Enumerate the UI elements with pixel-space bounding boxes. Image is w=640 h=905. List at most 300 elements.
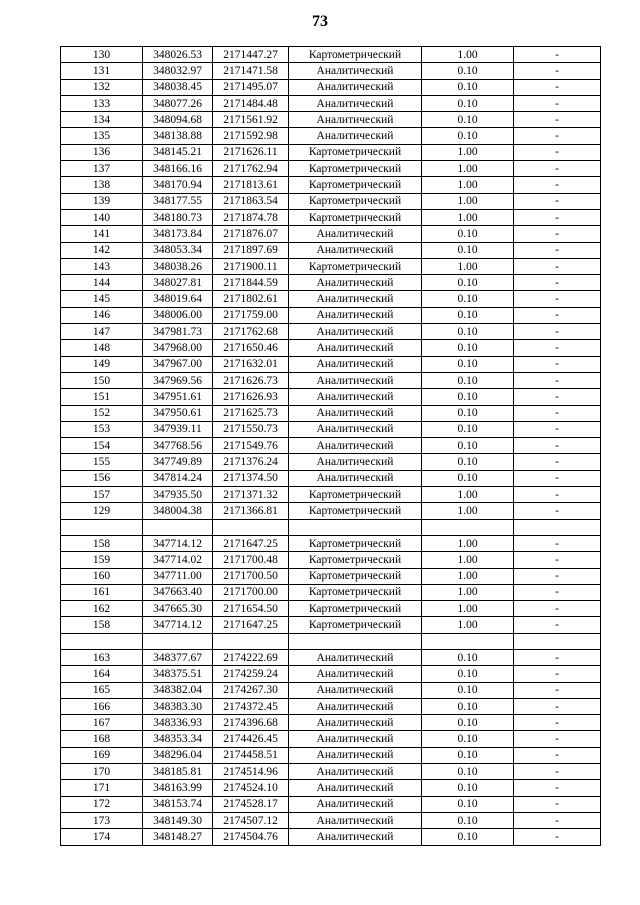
method-cell: Аналитический xyxy=(289,95,422,111)
point-number-cell: 156 xyxy=(61,470,143,486)
method-cell: Аналитический xyxy=(289,405,422,421)
table-row xyxy=(61,193,601,209)
table-row xyxy=(61,438,601,454)
note-cell: - xyxy=(514,226,601,242)
accuracy-cell: 0.10 xyxy=(422,356,514,372)
accuracy-cell: 0.10 xyxy=(422,128,514,144)
method-cell: Аналитический xyxy=(289,796,422,812)
accuracy-cell: 0.10 xyxy=(422,242,514,258)
note-cell: - xyxy=(514,389,601,405)
table-row xyxy=(61,487,601,503)
accuracy-cell: 1.00 xyxy=(422,487,514,503)
note-cell: - xyxy=(514,601,601,617)
x-coordinate-cell: 348032.97 xyxy=(143,63,213,79)
accuracy-cell: 0.10 xyxy=(422,324,514,340)
x-coordinate-cell: 348004.38 xyxy=(143,503,213,519)
y-coordinate-cell: 2171762.94 xyxy=(213,161,289,177)
y-coordinate-cell: 2171561.92 xyxy=(213,112,289,128)
table-row xyxy=(61,731,601,747)
table-row xyxy=(61,63,601,79)
point-number-cell: 136 xyxy=(61,144,143,160)
method-cell: Аналитический xyxy=(289,389,422,405)
y-coordinate-cell: 2171700.48 xyxy=(213,552,289,568)
y-coordinate-cell: 2171700.00 xyxy=(213,584,289,600)
y-coordinate-cell: 2171376.24 xyxy=(213,454,289,470)
x-coordinate-cell: 348038.45 xyxy=(143,79,213,95)
point-number-cell: 132 xyxy=(61,79,143,95)
table-row xyxy=(61,796,601,812)
page-number: 73 xyxy=(312,13,328,30)
note-cell: - xyxy=(514,764,601,780)
accuracy-cell: 0.10 xyxy=(422,682,514,698)
method-cell: Аналитический xyxy=(289,372,422,388)
accuracy-cell: 0.10 xyxy=(422,698,514,714)
point-number-cell: 157 xyxy=(61,487,143,503)
y-coordinate-cell: 2174514.96 xyxy=(213,764,289,780)
point-number-cell: 150 xyxy=(61,372,143,388)
note-cell: - xyxy=(514,405,601,421)
y-coordinate-cell: 2171762.68 xyxy=(213,324,289,340)
x-coordinate-cell: 348138.88 xyxy=(143,128,213,144)
table-row xyxy=(61,780,601,796)
y-coordinate-cell: 2174396.68 xyxy=(213,715,289,731)
coordinates-table-body xyxy=(61,47,601,846)
y-coordinate-cell: 2171844.59 xyxy=(213,275,289,291)
note-cell: - xyxy=(514,438,601,454)
method-cell: Картометрический xyxy=(289,193,422,209)
note-cell: - xyxy=(514,796,601,812)
accuracy-cell: 0.10 xyxy=(422,780,514,796)
method-cell: Аналитический xyxy=(289,780,422,796)
x-coordinate-cell xyxy=(143,633,213,649)
point-number-cell: 138 xyxy=(61,177,143,193)
x-coordinate-cell: 348296.04 xyxy=(143,747,213,763)
accuracy-cell xyxy=(422,633,514,649)
method-cell: Картометрический xyxy=(289,568,422,584)
point-number-cell: 167 xyxy=(61,715,143,731)
y-coordinate-cell: 2171374.50 xyxy=(213,470,289,486)
accuracy-cell: 0.10 xyxy=(422,649,514,665)
note-cell xyxy=(514,519,601,535)
x-coordinate-cell: 348148.27 xyxy=(143,829,213,845)
accuracy-cell: 0.10 xyxy=(422,372,514,388)
accuracy-cell: 0.10 xyxy=(422,79,514,95)
method-cell: Аналитический xyxy=(289,698,422,714)
y-coordinate-cell: 2171371.32 xyxy=(213,487,289,503)
point-number-cell: 165 xyxy=(61,682,143,698)
separator-row xyxy=(61,519,601,535)
accuracy-cell: 0.10 xyxy=(422,829,514,845)
accuracy-cell: 1.00 xyxy=(422,552,514,568)
x-coordinate-cell: 348177.55 xyxy=(143,193,213,209)
point-number-cell: 163 xyxy=(61,649,143,665)
x-coordinate-cell: 348375.51 xyxy=(143,666,213,682)
accuracy-cell: 1.00 xyxy=(422,193,514,209)
table-row xyxy=(61,340,601,356)
y-coordinate-cell: 2171813.61 xyxy=(213,177,289,193)
x-coordinate-cell: 348077.26 xyxy=(143,95,213,111)
note-cell xyxy=(514,633,601,649)
table-row xyxy=(61,454,601,470)
note-cell: - xyxy=(514,193,601,209)
point-number-cell: 158 xyxy=(61,535,143,551)
y-coordinate-cell: 2171647.25 xyxy=(213,535,289,551)
y-coordinate-cell: 2171626.73 xyxy=(213,372,289,388)
y-coordinate-cell: 2171700.50 xyxy=(213,568,289,584)
point-number-cell: 168 xyxy=(61,731,143,747)
method-cell: Аналитический xyxy=(289,242,422,258)
method-cell: Картометрический xyxy=(289,487,422,503)
accuracy-cell: 1.00 xyxy=(422,568,514,584)
method-cell: Аналитический xyxy=(289,307,422,323)
table-row xyxy=(61,715,601,731)
point-number-cell: 146 xyxy=(61,307,143,323)
y-coordinate-cell: 2174426.45 xyxy=(213,731,289,747)
note-cell: - xyxy=(514,780,601,796)
point-number-cell: 161 xyxy=(61,584,143,600)
accuracy-cell: 0.10 xyxy=(422,470,514,486)
point-number-cell: 141 xyxy=(61,226,143,242)
y-coordinate-cell: 2171471.58 xyxy=(213,63,289,79)
x-coordinate-cell: 347935.50 xyxy=(143,487,213,503)
y-coordinate-cell: 2174458.51 xyxy=(213,747,289,763)
method-cell: Аналитический xyxy=(289,421,422,437)
note-cell: - xyxy=(514,812,601,828)
x-coordinate-cell: 348027.81 xyxy=(143,275,213,291)
note-cell: - xyxy=(514,79,601,95)
accuracy-cell: 0.10 xyxy=(422,438,514,454)
point-number-cell: 144 xyxy=(61,275,143,291)
table-row xyxy=(61,552,601,568)
note-cell: - xyxy=(514,356,601,372)
accuracy-cell xyxy=(422,519,514,535)
x-coordinate-cell: 348185.81 xyxy=(143,764,213,780)
y-coordinate-cell xyxy=(213,633,289,649)
point-number-cell: 140 xyxy=(61,209,143,225)
method-cell: Аналитический xyxy=(289,291,422,307)
table-row xyxy=(61,601,601,617)
x-coordinate-cell: 348006.00 xyxy=(143,307,213,323)
note-cell: - xyxy=(514,258,601,274)
point-number-cell: 152 xyxy=(61,405,143,421)
table-row xyxy=(61,747,601,763)
x-coordinate-cell: 348336.93 xyxy=(143,715,213,731)
accuracy-cell: 1.00 xyxy=(422,209,514,225)
accuracy-cell: 0.10 xyxy=(422,275,514,291)
note-cell: - xyxy=(514,112,601,128)
accuracy-cell: 1.00 xyxy=(422,144,514,160)
method-cell: Аналитический xyxy=(289,470,422,486)
table-row xyxy=(61,47,601,63)
y-coordinate-cell: 2171550.73 xyxy=(213,421,289,437)
method-cell: Аналитический xyxy=(289,747,422,763)
y-coordinate-cell: 2174528.17 xyxy=(213,796,289,812)
point-number-cell: 169 xyxy=(61,747,143,763)
note-cell: - xyxy=(514,829,601,845)
note-cell: - xyxy=(514,95,601,111)
y-coordinate-cell: 2174259.24 xyxy=(213,666,289,682)
point-number-cell: 130 xyxy=(61,47,143,63)
note-cell: - xyxy=(514,421,601,437)
method-cell: Картометрический xyxy=(289,535,422,551)
y-coordinate-cell: 2171900.11 xyxy=(213,258,289,274)
note-cell: - xyxy=(514,324,601,340)
method-cell: Аналитический xyxy=(289,649,422,665)
method-cell xyxy=(289,633,422,649)
accuracy-cell: 0.10 xyxy=(422,226,514,242)
table-row xyxy=(61,764,601,780)
x-coordinate-cell: 348149.30 xyxy=(143,812,213,828)
x-coordinate-cell: 348170.94 xyxy=(143,177,213,193)
table-row xyxy=(61,389,601,405)
table-row xyxy=(61,226,601,242)
method-cell: Аналитический xyxy=(289,764,422,780)
x-coordinate-cell: 348166.16 xyxy=(143,161,213,177)
y-coordinate-cell: 2174507.12 xyxy=(213,812,289,828)
note-cell: - xyxy=(514,291,601,307)
note-cell: - xyxy=(514,144,601,160)
separator-row xyxy=(61,633,601,649)
y-coordinate-cell: 2171654.50 xyxy=(213,601,289,617)
y-coordinate-cell: 2174524.10 xyxy=(213,780,289,796)
point-number-cell: 131 xyxy=(61,63,143,79)
note-cell: - xyxy=(514,470,601,486)
method-cell: Картометрический xyxy=(289,177,422,193)
method-cell: Картометрический xyxy=(289,601,422,617)
method-cell xyxy=(289,519,422,535)
y-coordinate-cell: 2174222.69 xyxy=(213,649,289,665)
y-coordinate-cell: 2171874.78 xyxy=(213,209,289,225)
accuracy-cell: 0.10 xyxy=(422,291,514,307)
note-cell: - xyxy=(514,552,601,568)
note-cell: - xyxy=(514,63,601,79)
note-cell: - xyxy=(514,242,601,258)
table-row xyxy=(61,112,601,128)
y-coordinate-cell: 2171647.25 xyxy=(213,617,289,633)
note-cell: - xyxy=(514,682,601,698)
table-row xyxy=(61,95,601,111)
point-number-cell: 166 xyxy=(61,698,143,714)
note-cell: - xyxy=(514,161,601,177)
y-coordinate-cell: 2171876.07 xyxy=(213,226,289,242)
y-coordinate-cell: 2171484.48 xyxy=(213,95,289,111)
accuracy-cell: 0.10 xyxy=(422,307,514,323)
point-number-cell: 160 xyxy=(61,568,143,584)
method-cell: Аналитический xyxy=(289,812,422,828)
x-coordinate-cell: 347814.24 xyxy=(143,470,213,486)
point-number-cell: 172 xyxy=(61,796,143,812)
x-coordinate-cell: 347981.73 xyxy=(143,324,213,340)
method-cell: Аналитический xyxy=(289,128,422,144)
y-coordinate-cell: 2171495.07 xyxy=(213,79,289,95)
note-cell: - xyxy=(514,666,601,682)
x-coordinate-cell: 348163.99 xyxy=(143,780,213,796)
method-cell: Аналитический xyxy=(289,715,422,731)
accuracy-cell: 0.10 xyxy=(422,731,514,747)
table-row xyxy=(61,829,601,845)
note-cell: - xyxy=(514,307,601,323)
accuracy-cell: 0.10 xyxy=(422,812,514,828)
y-coordinate-cell: 2174372.45 xyxy=(213,698,289,714)
y-coordinate-cell: 2171626.93 xyxy=(213,389,289,405)
x-coordinate-cell: 347714.02 xyxy=(143,552,213,568)
note-cell: - xyxy=(514,503,601,519)
point-number-cell: 129 xyxy=(61,503,143,519)
method-cell: Картометрический xyxy=(289,503,422,519)
note-cell: - xyxy=(514,731,601,747)
table-row xyxy=(61,682,601,698)
x-coordinate-cell: 347749.89 xyxy=(143,454,213,470)
accuracy-cell: 1.00 xyxy=(422,161,514,177)
point-number-cell: 149 xyxy=(61,356,143,372)
table-row xyxy=(61,258,601,274)
note-cell: - xyxy=(514,568,601,584)
table-row xyxy=(61,568,601,584)
y-coordinate-cell: 2171897.69 xyxy=(213,242,289,258)
x-coordinate-cell: 347951.61 xyxy=(143,389,213,405)
table-row xyxy=(61,584,601,600)
accuracy-cell: 0.10 xyxy=(422,764,514,780)
accuracy-cell: 1.00 xyxy=(422,584,514,600)
x-coordinate-cell: 347711.00 xyxy=(143,568,213,584)
accuracy-cell: 0.10 xyxy=(422,340,514,356)
accuracy-cell: 1.00 xyxy=(422,601,514,617)
point-number-cell: 135 xyxy=(61,128,143,144)
table-row xyxy=(61,649,601,665)
table-row xyxy=(61,812,601,828)
method-cell: Картометрический xyxy=(289,209,422,225)
table-row xyxy=(61,503,601,519)
x-coordinate-cell: 348145.21 xyxy=(143,144,213,160)
y-coordinate-cell: 2171802.61 xyxy=(213,291,289,307)
table-row xyxy=(61,666,601,682)
method-cell: Аналитический xyxy=(289,731,422,747)
y-coordinate-cell: 2171759.00 xyxy=(213,307,289,323)
table-row xyxy=(61,324,601,340)
note-cell: - xyxy=(514,584,601,600)
table-row xyxy=(61,372,601,388)
note-cell: - xyxy=(514,715,601,731)
note-cell: - xyxy=(514,649,601,665)
method-cell: Картометрический xyxy=(289,552,422,568)
table-row xyxy=(61,242,601,258)
table-row xyxy=(61,617,601,633)
table-row xyxy=(61,421,601,437)
table-row xyxy=(61,128,601,144)
method-cell: Аналитический xyxy=(289,438,422,454)
note-cell: - xyxy=(514,209,601,225)
y-coordinate-cell: 2171447.27 xyxy=(213,47,289,63)
x-coordinate-cell: 348053.34 xyxy=(143,242,213,258)
note-cell: - xyxy=(514,698,601,714)
y-coordinate-cell: 2171366.81 xyxy=(213,503,289,519)
note-cell: - xyxy=(514,747,601,763)
accuracy-cell: 0.10 xyxy=(422,796,514,812)
accuracy-cell: 0.10 xyxy=(422,95,514,111)
accuracy-cell: 0.10 xyxy=(422,747,514,763)
y-coordinate-cell: 2171632.01 xyxy=(213,356,289,372)
table-row xyxy=(61,698,601,714)
point-number-cell: 155 xyxy=(61,454,143,470)
accuracy-cell: 1.00 xyxy=(422,258,514,274)
y-coordinate-cell: 2174504.76 xyxy=(213,829,289,845)
accuracy-cell: 0.10 xyxy=(422,715,514,731)
accuracy-cell: 0.10 xyxy=(422,389,514,405)
x-coordinate-cell: 348180.73 xyxy=(143,209,213,225)
x-coordinate-cell: 348377.67 xyxy=(143,649,213,665)
x-coordinate-cell: 348353.34 xyxy=(143,731,213,747)
method-cell: Аналитический xyxy=(289,324,422,340)
point-number-cell: 153 xyxy=(61,421,143,437)
note-cell: - xyxy=(514,535,601,551)
point-number-cell: 147 xyxy=(61,324,143,340)
method-cell: Картометрический xyxy=(289,617,422,633)
accuracy-cell: 0.10 xyxy=(422,421,514,437)
x-coordinate-cell: 347665.30 xyxy=(143,601,213,617)
y-coordinate-cell: 2171626.11 xyxy=(213,144,289,160)
method-cell: Аналитический xyxy=(289,226,422,242)
y-coordinate-cell xyxy=(213,519,289,535)
note-cell: - xyxy=(514,47,601,63)
note-cell: - xyxy=(514,487,601,503)
table-row xyxy=(61,144,601,160)
method-cell: Аналитический xyxy=(289,829,422,845)
point-number-cell: 159 xyxy=(61,552,143,568)
method-cell: Аналитический xyxy=(289,63,422,79)
accuracy-cell: 0.10 xyxy=(422,112,514,128)
point-number-cell: 137 xyxy=(61,161,143,177)
y-coordinate-cell: 2171592.98 xyxy=(213,128,289,144)
method-cell: Картометрический xyxy=(289,144,422,160)
accuracy-cell: 1.00 xyxy=(422,535,514,551)
x-coordinate-cell xyxy=(143,519,213,535)
table-row xyxy=(61,79,601,95)
x-coordinate-cell: 347967.00 xyxy=(143,356,213,372)
point-number-cell: 154 xyxy=(61,438,143,454)
accuracy-cell: 1.00 xyxy=(422,177,514,193)
point-number-cell: 171 xyxy=(61,780,143,796)
x-coordinate-cell: 347663.40 xyxy=(143,584,213,600)
x-coordinate-cell: 347968.00 xyxy=(143,340,213,356)
point-number-cell: 145 xyxy=(61,291,143,307)
note-cell: - xyxy=(514,128,601,144)
x-coordinate-cell: 347950.61 xyxy=(143,405,213,421)
point-number-cell: 174 xyxy=(61,829,143,845)
table-row xyxy=(61,291,601,307)
method-cell: Аналитический xyxy=(289,79,422,95)
note-cell: - xyxy=(514,275,601,291)
method-cell: Картометрический xyxy=(289,584,422,600)
y-coordinate-cell: 2174267.30 xyxy=(213,682,289,698)
x-coordinate-cell: 347969.56 xyxy=(143,372,213,388)
table-row xyxy=(61,356,601,372)
method-cell: Аналитический xyxy=(289,666,422,682)
point-number-cell: 143 xyxy=(61,258,143,274)
point-number-cell: 173 xyxy=(61,812,143,828)
note-cell: - xyxy=(514,372,601,388)
note-cell: - xyxy=(514,177,601,193)
x-coordinate-cell: 348019.64 xyxy=(143,291,213,307)
x-coordinate-cell: 348382.04 xyxy=(143,682,213,698)
table-row xyxy=(61,161,601,177)
accuracy-cell: 0.10 xyxy=(422,63,514,79)
note-cell: - xyxy=(514,340,601,356)
coordinates-table xyxy=(60,46,601,846)
x-coordinate-cell: 347768.56 xyxy=(143,438,213,454)
point-number-cell: 142 xyxy=(61,242,143,258)
accuracy-cell: 1.00 xyxy=(422,47,514,63)
x-coordinate-cell: 347714.12 xyxy=(143,535,213,551)
